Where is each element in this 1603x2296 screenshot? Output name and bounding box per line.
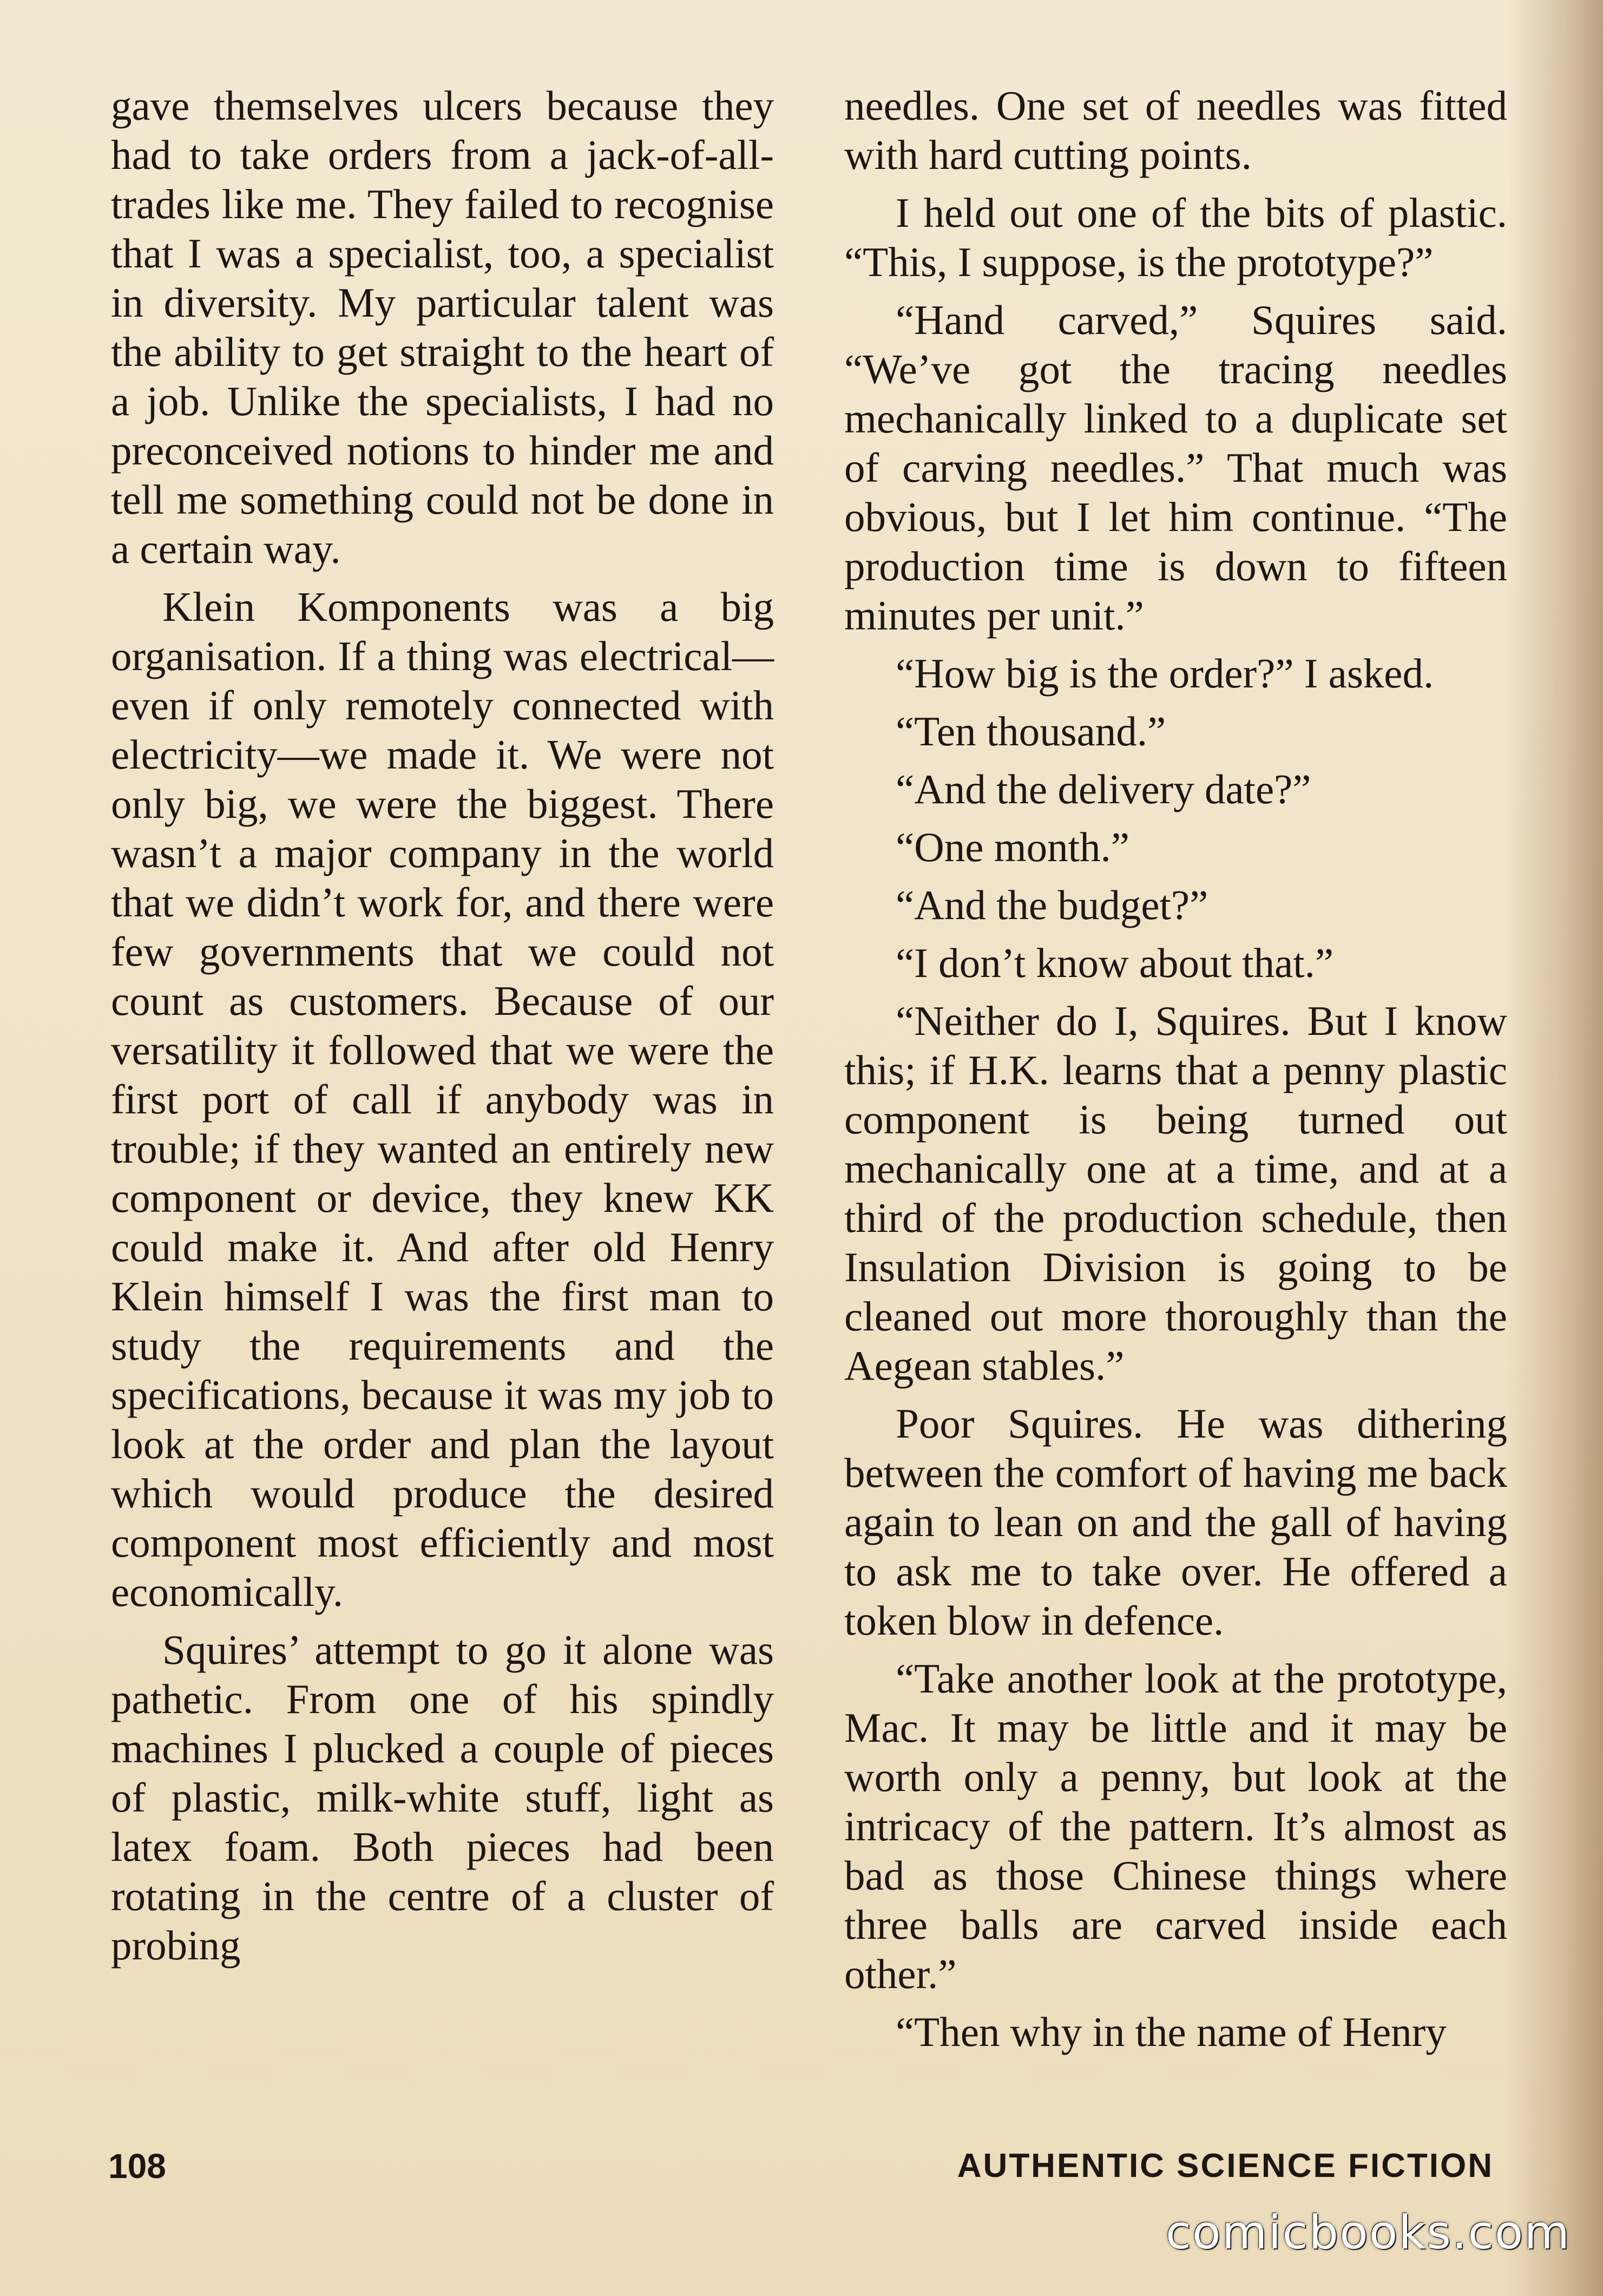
paragraph: needles. One set of needles was fitted with hard cutting points.: [844, 82, 1507, 178]
paragraph: “And the budget?”: [896, 882, 1208, 928]
paragraph: Squires’ attempt to go it alone was pathetic. From one of his spindly machines I plucked a couple of pieces of plastic, milk-white stuff, light as latex foam. Both pieces had been rotating in the centre of a cluster of probing: [111, 1626, 774, 1969]
paragraph: “Ten thousand.”: [896, 708, 1166, 755]
paragraph: “Hand carved,” Squires said. “We’ve got the tracing needles mechanically linked to a duplicate set of carving needles.” That much was obvious, but I let him continue. “The production time is down to fifteen minutes per unit.”: [844, 297, 1507, 639]
paragraph: Klein Komponents was a big organisation. If a thing was electrical—even if only remotely connected with electricity—we made it. We were not only big, we were the biggest. There wasn’t a major company in the world that we didn’t work for, and there were few governments that we could not count as customers. Because of our versatility it followed that we were the first port of call if anybody was in trouble; if they wanted an entirely new component or device, they knew KK could make it. And after old Henry Klein himself I was the first man to study the requirements and the specifications, because it was my job to look at the order and plan the layout which would produce the desired component most efficiently and most economically.: [111, 583, 774, 1615]
page-footer: [108, 2144, 1494, 2188]
page-number: 108: [108, 2147, 166, 2186]
paragraph: Poor Squires. He was dithering between the comfort of having me back again to lean on and the gall of having to ask me to take over. He offered a token blow in defence.: [844, 1400, 1507, 1644]
running-title: AUTHENTIC SCIENCE FICTION: [957, 2147, 1494, 2185]
paragraph: “Then why in the name of Henry: [896, 2009, 1447, 2055]
paragraph: “Neither do I, Squires. But I know this; if H.K. learns that a penny plastic component is being turned out mechanically one at a time, and at a third of the production schedule, then Insulation Division is going to be cleaned out more thoroughly than the Aegean stables.”: [844, 998, 1507, 1389]
paragraph: “I don’t know about that.”: [896, 940, 1334, 986]
paragraph: “How big is the order?” I asked.: [896, 650, 1434, 697]
right-text-column: [844, 81, 1507, 2065]
watermark: comicbooks.com: [1165, 2206, 1571, 2260]
paragraph: “One month.”: [896, 824, 1129, 870]
paragraph: I held out one of the bits of plastic. “This, I suppose, is the prototype?”: [844, 189, 1507, 285]
paragraph: gave themselves ulcers because they had to take orders from a jack-of-all-trades like me. They failed to recognise that I was a specialist, too, a specialist in diversity. My particular talent was the ability to get straight to the heart of a job. Unlike the specialists, I had no preconceived notions to hinder me and tell me something could not be done in a certain way.: [111, 82, 774, 572]
left-text-column: [111, 81, 774, 1979]
paragraph: “Take another look at the prototype, Mac. It may be little and it may be worth only a penny, but look at the intricacy of the pattern. It’s almost as bad as those Chinese things where three balls are carved inside each other.”: [844, 1655, 1507, 1997]
paragraph: “And the delivery date?”: [896, 766, 1311, 812]
